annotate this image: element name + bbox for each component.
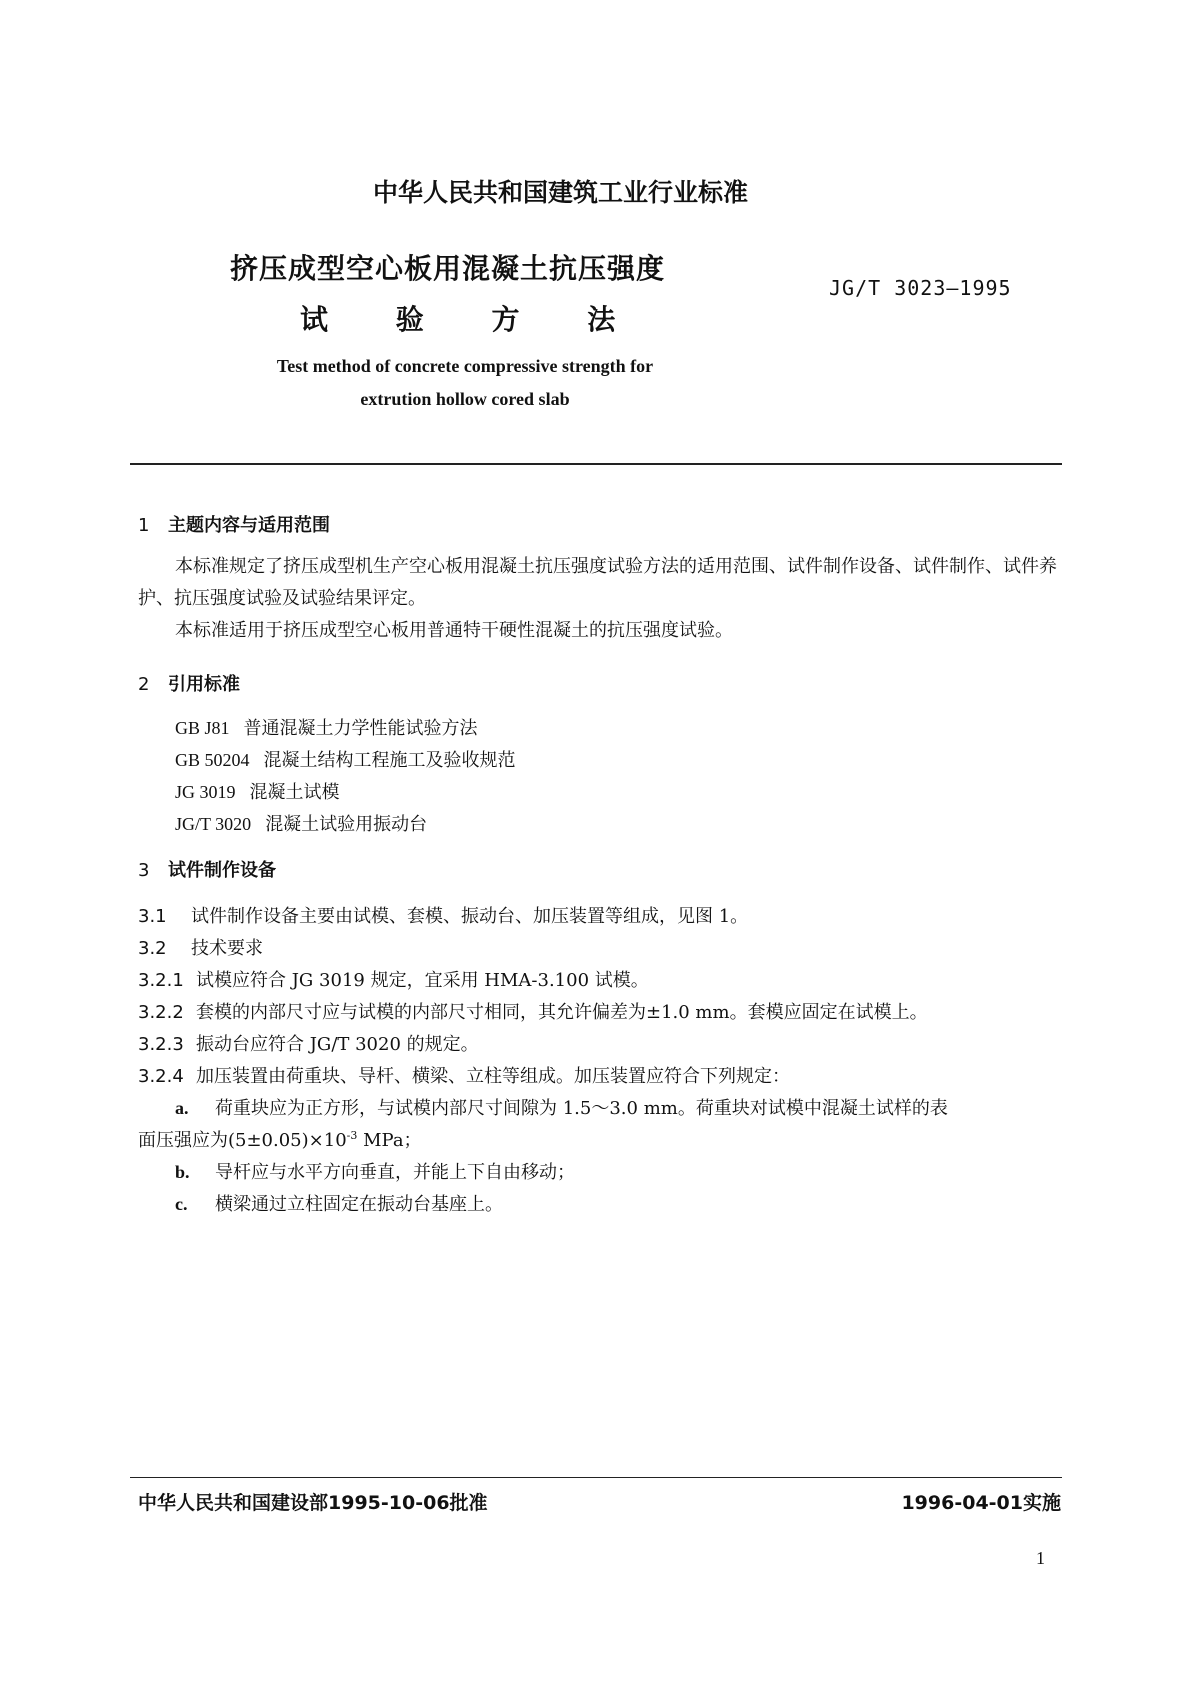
item-text: 面压强应为(5±0.05)×10 — [138, 1130, 347, 1151]
section-1-para-2 — [138, 615, 1062, 647]
reference-item — [175, 810, 427, 836]
item-c — [175, 1190, 503, 1216]
reference-name: 混凝土试验用振动台 — [265, 814, 428, 835]
reference-name: 普通混凝土力学性能试验方法 — [243, 718, 478, 739]
approval-date: 中华人民共和国建设部1995-10-06批准 — [138, 1492, 488, 1514]
item-text: 荷重块应为正方形，与试模内部尺寸间隙为 1.5～3.0 mm。荷重块对试模中混凝土试样的表 — [215, 1098, 948, 1119]
effective-date: 1996-04-01实施 — [901, 1492, 1061, 1514]
item-a-line2 — [138, 1126, 422, 1152]
exponent: -3 — [346, 1129, 358, 1142]
clause-number: 3.1 — [138, 906, 167, 927]
page-number: 1 — [1036, 1548, 1045, 1568]
issuing-organization: 中华人民共和国建筑工业行业标准 — [372, 178, 748, 207]
paragraph-text: 本标准适用于挤压成型空心板用普通特干硬性混凝土的抗压强度试验。 — [175, 620, 733, 641]
item-label: b. — [175, 1162, 190, 1182]
paragraph-text: 本标准规定了挤压成型机生产空心板用混凝土抗压强度试验方法的适用范围、试件制作设备、试件制作、试件养护、抗压强度试验及试验结果评定。 — [138, 556, 1057, 609]
reference-item — [175, 714, 478, 740]
reference-code: JG/T 3020 — [175, 814, 252, 834]
title-en-line1: Test method of concrete compressive strength for — [276, 356, 654, 376]
section-title: 引用标准 — [168, 674, 240, 695]
title-cn-line1: 挤压成型空心板用混凝土抗压强度 — [230, 252, 666, 285]
clause-3-2-2 — [138, 998, 928, 1024]
clause-3-2-4 — [138, 1062, 790, 1088]
clause-number: 3.2.4 — [138, 1066, 184, 1087]
clause-3-2-1 — [138, 966, 649, 992]
title-cn-line2: 试 验 方 法 — [300, 303, 616, 336]
section-number: 1 — [138, 515, 150, 536]
section-title: 主题内容与适用范围 — [168, 515, 330, 536]
clause-text: 试模应符合 JG 3019 规定，宜采用 HMA-3.100 试模。 — [196, 970, 649, 991]
clause-number: 3.2 — [138, 938, 167, 959]
clause-3-1 — [138, 902, 748, 928]
clause-3-2-3 — [138, 1030, 479, 1056]
clause-text: 振动台应符合 JG/T 3020 的规定。 — [196, 1034, 479, 1055]
section-1-heading — [138, 511, 330, 537]
item-b — [175, 1158, 575, 1184]
item-text: 横梁通过立柱固定在振动台基座上。 — [215, 1194, 503, 1215]
reference-item — [175, 746, 516, 772]
item-a-line1 — [175, 1094, 948, 1120]
clause-text: 试件制作设备主要由试模、套模、振动台、加压装置等组成，见图 1。 — [191, 906, 749, 927]
section-3-heading — [138, 856, 276, 882]
footer-divider — [130, 1477, 1062, 1478]
standard-code: JG/T 3023—1995 — [829, 276, 1012, 300]
reference-name: 混凝土试模 — [249, 782, 340, 803]
section-title: 试件制作设备 — [168, 860, 276, 881]
reference-item — [175, 778, 340, 804]
section-1-para-1 — [138, 551, 1062, 615]
clause-number: 3.2.1 — [138, 970, 184, 991]
item-label: c. — [175, 1194, 188, 1214]
reference-code: GB J81 — [175, 718, 230, 738]
clause-number: 3.2.2 — [138, 1002, 184, 1023]
header-divider — [130, 463, 1062, 465]
item-text: MPa； — [357, 1130, 422, 1151]
section-2-heading — [138, 670, 240, 696]
clause-text: 套模的内部尺寸应与试模的内部尺寸相同，其允许偏差为±1.0 mm。套模应固定在试模上。 — [196, 1002, 928, 1023]
item-label: a. — [175, 1098, 189, 1118]
reference-code: GB 50204 — [175, 750, 250, 770]
section-number: 2 — [138, 674, 150, 695]
clause-3-2 — [138, 934, 263, 960]
section-number: 3 — [138, 860, 150, 881]
reference-code: JG 3019 — [175, 782, 236, 802]
title-en-line2: extrution hollow cored slab — [360, 389, 570, 409]
clause-text: 加压装置由荷重块、导杆、横梁、立柱等组成。加压装置应符合下列规定： — [196, 1066, 790, 1087]
item-text: 导杆应与水平方向垂直，并能上下自由移动； — [215, 1162, 575, 1183]
clause-number: 3.2.3 — [138, 1034, 184, 1055]
reference-name: 混凝土结构工程施工及验收规范 — [263, 750, 516, 771]
clause-text: 技术要求 — [191, 938, 263, 959]
